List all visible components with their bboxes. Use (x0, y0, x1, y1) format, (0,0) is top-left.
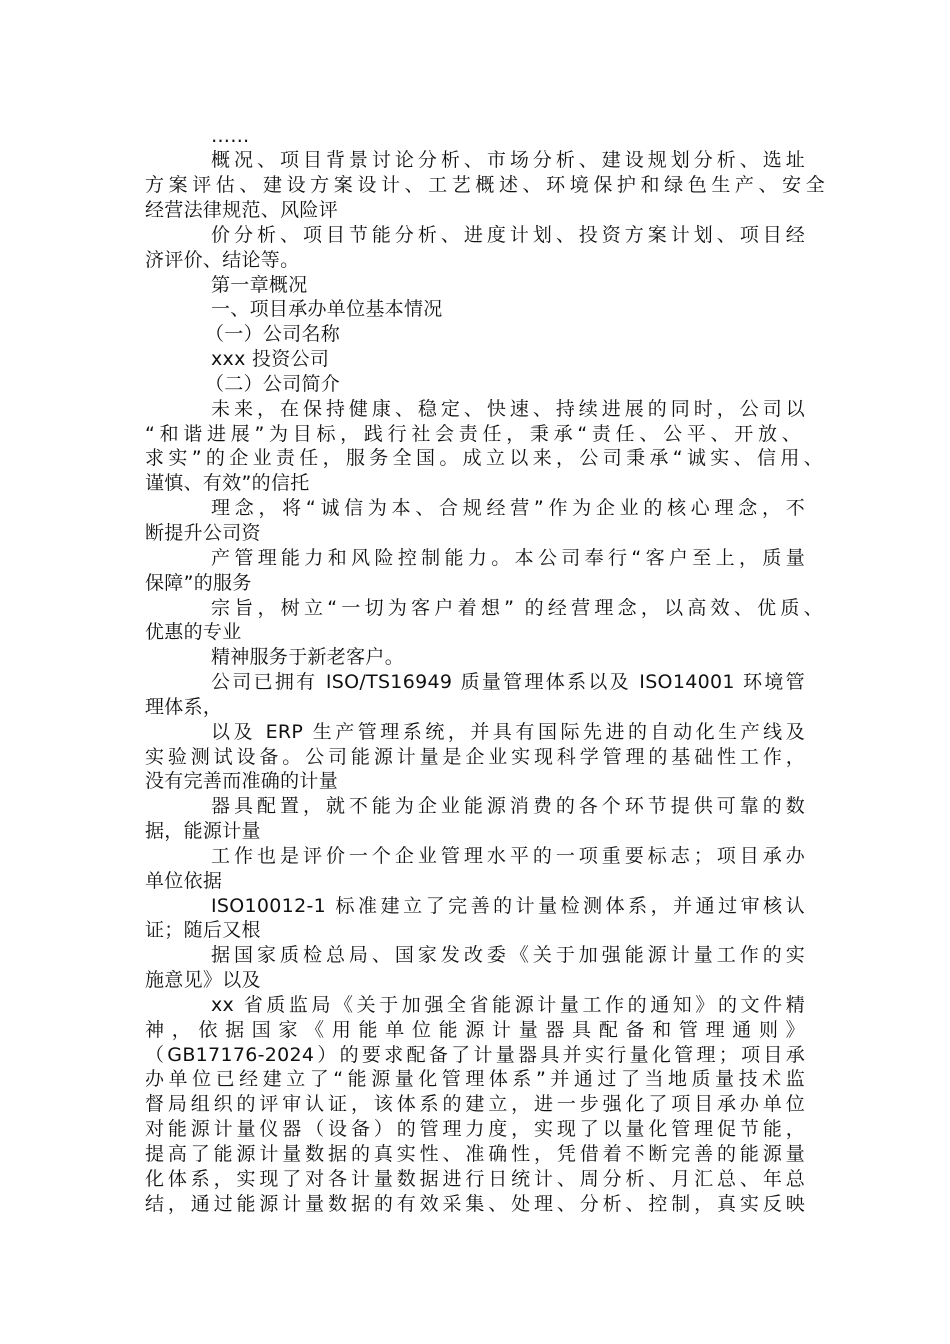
text-line: 断提升公司资 (145, 522, 261, 544)
text-line: 实验测试设备。公司能源计量是企业实现科学管理的基础性工作， (145, 746, 805, 768)
text-line: 保障”的服务 (145, 572, 252, 594)
text-line: 施意见》以及 (145, 969, 261, 991)
text-line: 化体系，实现了对各计量数据进行日统计、周分析、月汇总、年总 (145, 1168, 805, 1190)
text-line: xxx 投资公司 (211, 348, 330, 370)
text-line: 理体系， (145, 696, 223, 718)
text-line: 据国家质检总局、国家发改委《关于加强能源计量工作的实 (211, 944, 805, 966)
text-line: 产管理能力和风险控制能力。本公司奉行“客户至上，质量 (211, 547, 805, 569)
text-line: 未来，在保持健康、稳定、快速、持续进展的同时，公司以 (211, 398, 805, 420)
text-line: （一）公司名称 (205, 323, 341, 345)
text-line: 器具配置，就不能为企业能源消费的各个环节提供可靠的数 (211, 795, 805, 817)
text-line: 工作也是评价一个企业管理水平的一项重要标志；项目承办 (211, 845, 805, 867)
text-line: 据，能源计量 (145, 820, 261, 842)
text-line: 对能源计量仪器（设备）的管理力度，实现了以量化管理促节能， (145, 1118, 805, 1140)
text-line: 证；随后又根 (145, 919, 261, 941)
text-line: 价分析、项目节能分析、进度计划、投资方案计划、项目经 (211, 224, 805, 246)
text-line: 求实”的企业责任，服务全国。成立以来，公司秉承“诚实、信用、 (145, 447, 823, 469)
text-line: 单位依据 (145, 870, 223, 892)
text-line: 神，依据国家《用能单位能源计量器具配备和管理通则》 (145, 1019, 805, 1041)
text-line: 办单位已经建立了“能源量化管理体系”并通过了当地质量技术监 (145, 1068, 805, 1090)
text-line: （二）公司简介 (205, 373, 341, 395)
text-line: 宗旨，树立“一切为客户着想” 的经营理念，以高效、优质、 (211, 597, 823, 619)
text-line: 谨慎、有效”的信托 (145, 472, 310, 494)
text-line: 结，通过能源计量数据的有效采集、处理、分析、控制，真实反映 (145, 1193, 805, 1215)
text-line: xx 省质监局《关于加强全省能源计量工作的通知》的文件精 (211, 994, 805, 1016)
text-line: 没有完善而准确的计量 (145, 770, 339, 792)
text-line: 第一章概况 (211, 274, 308, 296)
text-line: 以及 ERP 生产管理系统，并具有国际先进的自动化生产线及 (211, 721, 805, 743)
text-line: 督局组织的评审认证，该体系的建立，进一步强化了项目承办单位 (145, 1093, 805, 1115)
text-line: 一、项目承办单位基本情况 (211, 298, 443, 320)
text-line: 概况、项目背景讨论分析、市场分析、建设规划分析、选址 (211, 149, 805, 171)
text-line: 济评价、结论等。 (145, 249, 300, 271)
text-line: 公司已拥有 ISO/TS16949 质量管理体系以及 ISO14001 环境管 (211, 671, 805, 693)
text-line: ISO10012-1 标准建立了完善的计量检测体系，并通过审核认 (211, 895, 805, 917)
text-line: “和谐进展”为目标，践行社会责任，秉承“责任、公平、开放、 (145, 423, 801, 445)
text-line: 优惠的专业 (145, 621, 242, 643)
text-line: 经营法律规范、风险评 (145, 199, 339, 221)
text-line: 提高了能源计量数据的真实性、准确性，凭借着不断完善的能源量 (145, 1143, 805, 1165)
text-line: 理念，将“诚信为本、合规经营”作为企业的核心理念，不 (211, 497, 805, 519)
text-line: 方案评估、建设方案设计、工艺概述、环境保护和绿色生产、安全 (145, 174, 825, 196)
text-line: （GB17176-2024）的要求配备了计量器具并实行量化管理；项目承 (145, 1044, 805, 1066)
text-line: 精神服务于新老客户。 (211, 646, 405, 668)
text-line: …… (211, 125, 250, 147)
